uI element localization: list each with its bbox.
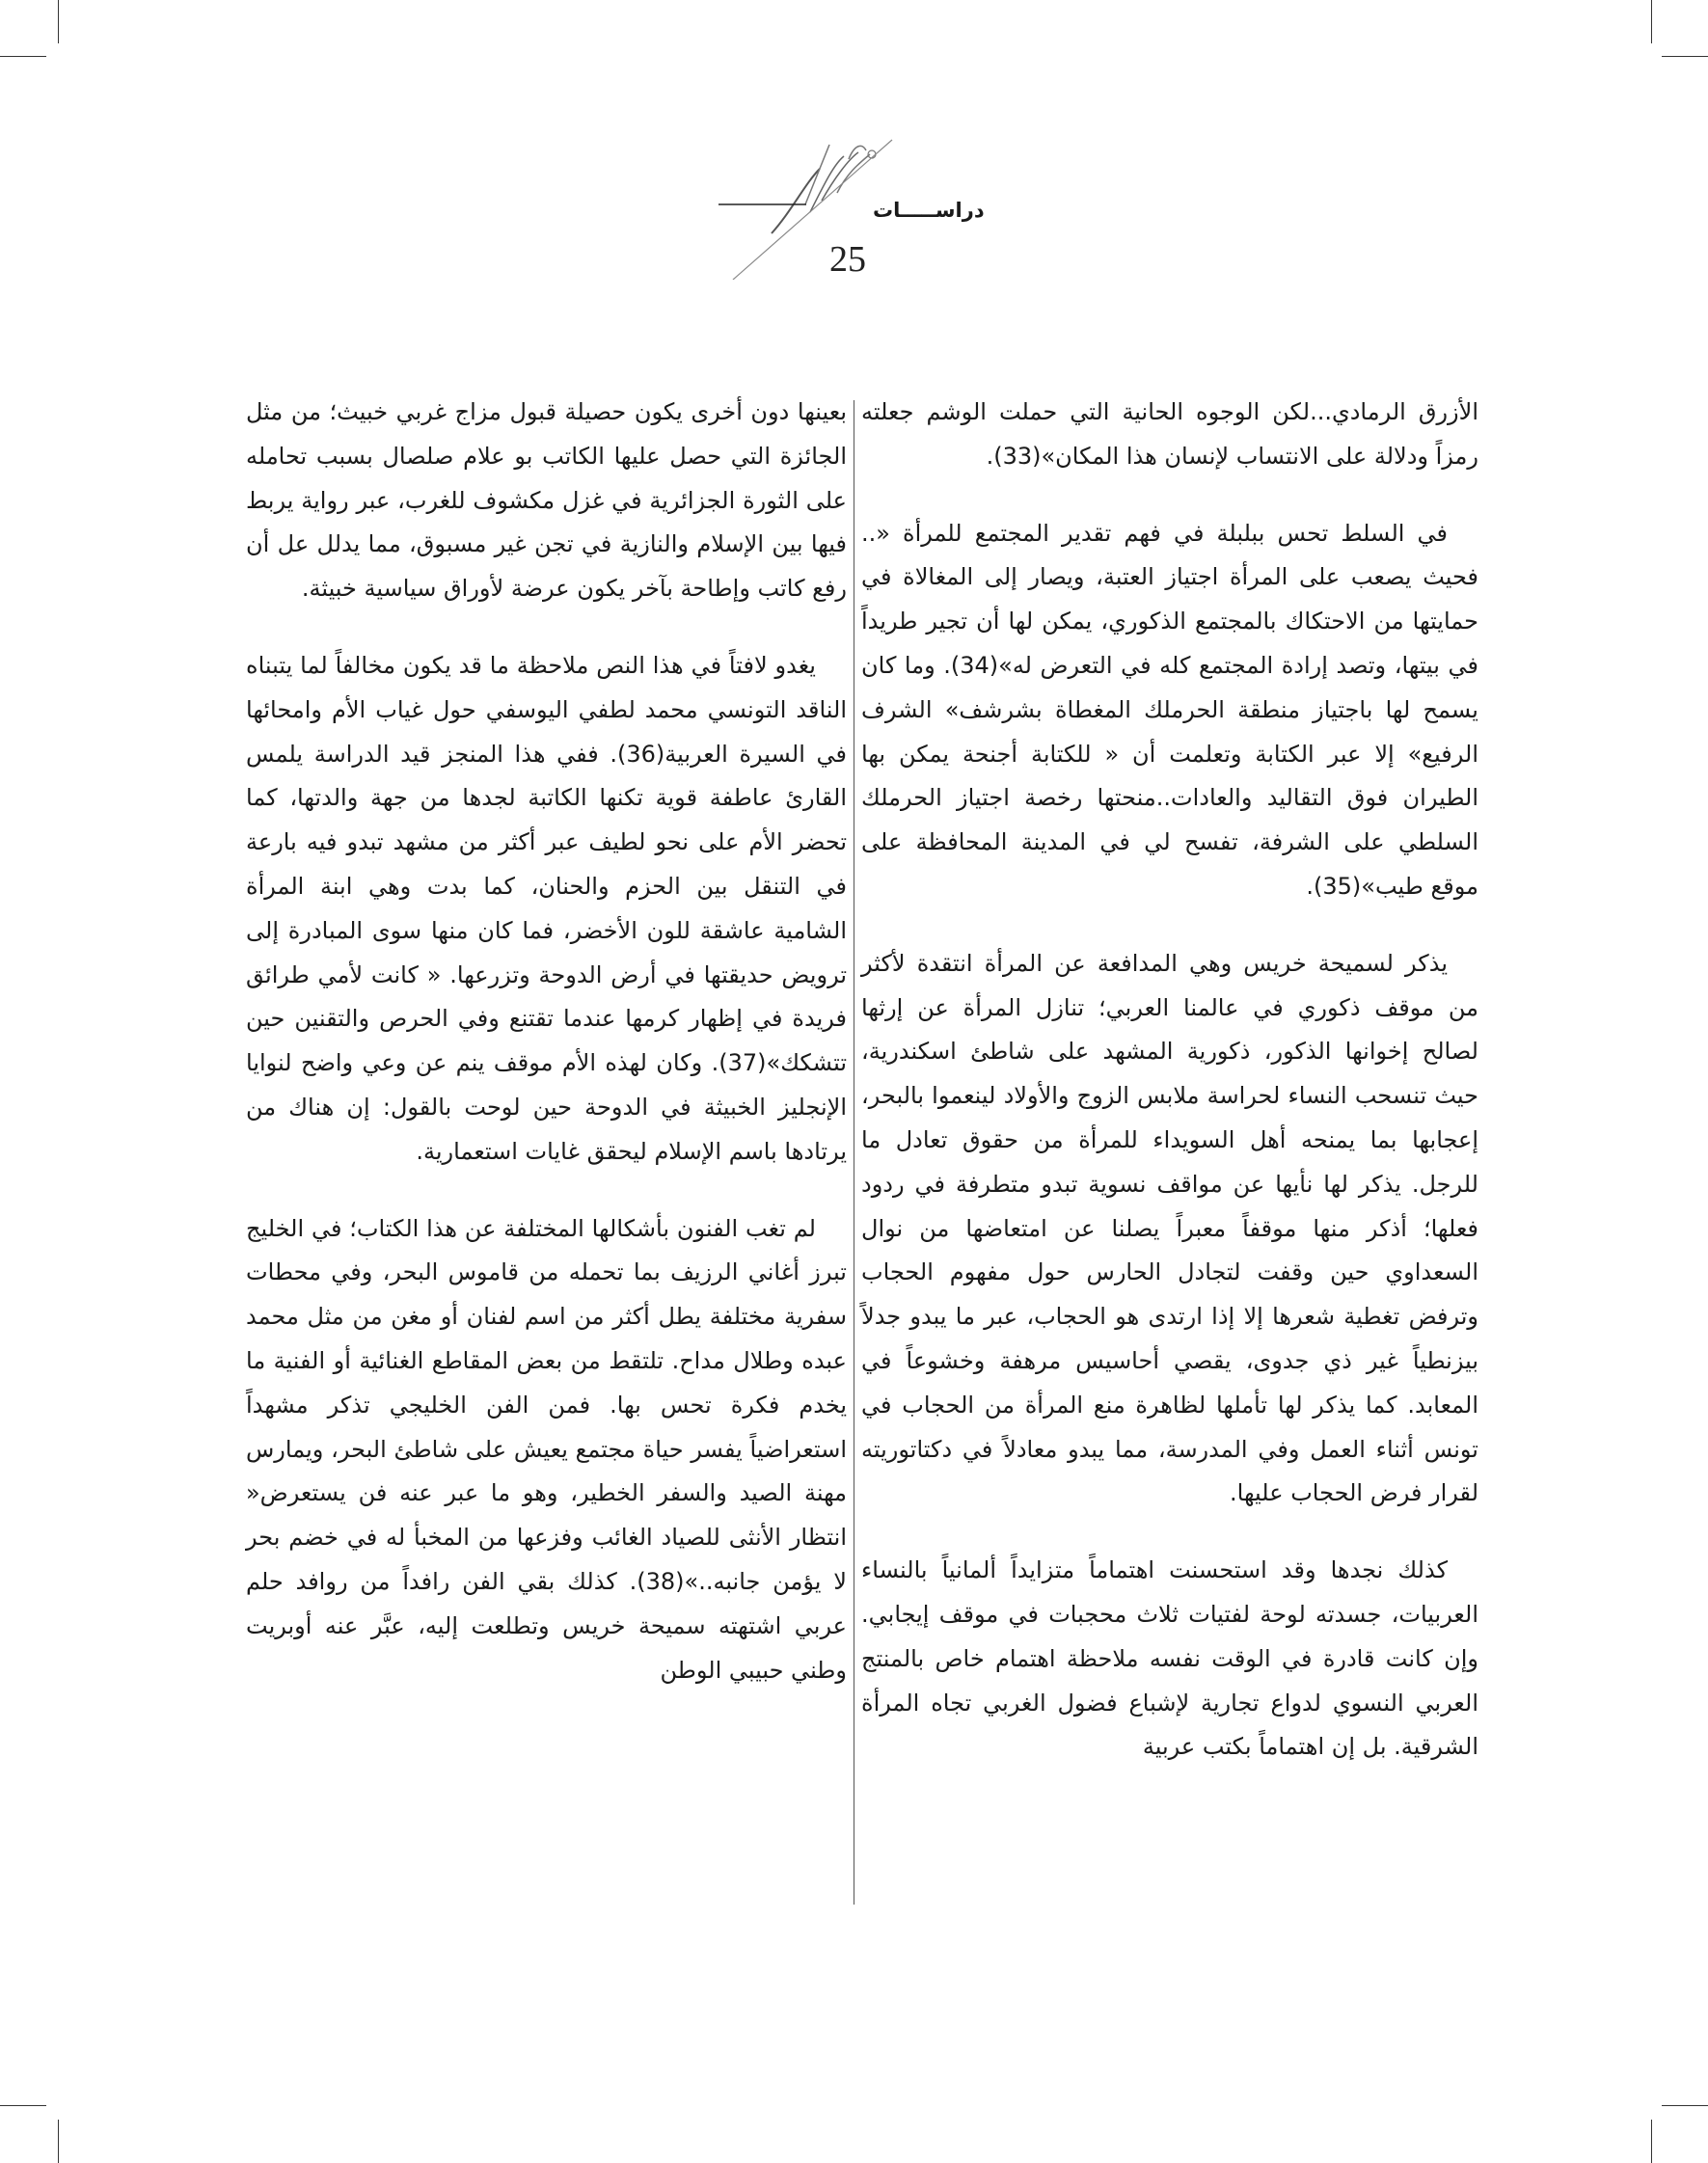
paragraph: يذكر لسميحة خريس وهي المدافعة عن المرأة انتقدة لأكثر من موقف ذكوري في عالمنا العربي؛ تنازل المرأة عن إرثها لصالح إخوانها الذكور، ذكورية المشهد على شاطئ اسكندرية، حيث تنسحب النساء لحراسة ملابس الزوج والأولاد لينعموا بالبحر، إعجابها بما يمنحه أهل السويداء للمرأة من حقوق تعادل ما للرجل. يذكر لها نأيها عن مواقف نسوية تبدو متطرفة في ردود فعلها؛ أذكر منها موقفاً معبراً يصلنا عن امتعاضها من نوال السعداوي حين وقفت لتجادل الحارس حول مفهوم الحجاب وترفض تغطية شعرها إلا إذا ارتدى هو الحجاب، عبر ما يبدو جدلاً بيزنطياً غير ذي جدوى، يقصي أحاسيس مرهفة وخشوعاً في المعابد. كما يذكر لها تأملها لظاهرة منع المرأة من الحجاب في تونس أثناء العمل وفي المدرسة، مما يبدو معادلاً في دكتاتوريته لقرار فرض الحجاب عليها. — [861, 949, 1478, 1507]
crop-mark — [0, 56, 46, 57]
paragraph: يغدو لافتاً في هذا النص ملاحظة ما قد يكون مخالفاً لما يتبناه الناقد التونسي محمد لطفي اليوسفي حول غياب الأم وامحائها في السيرة العربية(36). ففي هذا المنجز قيد الدراسة يلمس القارئ عاطفة قوية تكنها الكاتبة لجدها من جهة والدتها، كما تحضر الأم على نحو لطيف عبر أكثر من مشهد تبدو فيه بارعة في التنقل بين الحزم والحنان، كما بدت وهي ابنة المرأة الشامية عاشقة للون الأخضر، فما كان منها سوى المبادرة إلى ترويض حديقتها في أرض الدوحة وتزرعها. « كانت لأمي طرائق فريدة في إظهار كرمها عندما تقتنع وفي الحرص والتقنين حين تتشكك»(37). وكان لهذه الأم موقف ينم عن وعي واضح لنوايا الإنجليز الخبيثة في الدوحة حين لوحت بالقول: إن هناك من يرتادها باسم الإسلام ليحقق غايات استعمارية. — [246, 651, 847, 1165]
paragraph: كذلك نجدها وقد استحسنت اهتماماً متزايداً ألمانياً بالنساء العربيات، جسدته لوحة لفتيات ثلاث محجبات في موقف إيجابي. وإن كانت قادرة في الوقت نفسه ملاحظة اهتمام خاص بالمنتج العربي النسوي لدواع تجارية لإشباع فضول الغربي تجاه المرأة الشرقية. بل إن اهتماماً بكتب عربية — [861, 1556, 1478, 1761]
paragraph: في السلط تحس ببلبلة في فهم تقدير المجتمع للمرأة «.. فحيث يصعب على المرأة اجتياز العتبة، ويصار إلى المغالاة في حمايتها من الاحتكاك بالمجتمع الذكوري، يمكن لها أن تجير طريداً في بيتها، وتصد إرادة المجتمع كله في التعرض له»(34). وما كان يسمح لها باجتياز منطقة الحرملك المغطاة بشرشف» الشرف الرفيع» إلا عبر الكتابة وتعلمت أن « للكتابة أجنحة يمكن بها الطيران فوق التقاليد والعادات..منحتها رخصة اجتياز الحرملك السلطي على الشرفة، تفسح لي في المدينة المحافظة على موقع طيب»(35). — [861, 519, 1479, 900]
crop-mark — [1662, 2105, 1708, 2106]
crop-mark — [1662, 56, 1708, 57]
page-header — [675, 125, 1042, 299]
crop-mark — [58, 0, 59, 43]
page-number: 25 — [829, 239, 866, 280]
crop-mark — [1651, 0, 1652, 43]
section-title: دراســـــات — [873, 199, 985, 222]
right-column — [861, 391, 1478, 1802]
paragraph: لم تغب الفنون بأشكالها المختلفة عن هذا الكتاب؛ في الخليج تبرز أغاني الرزيف بما تحمله من قاموس البحر، وفي محطات سفرية مختلفة يطل أكثر من اسم لفنان أو مغن من مثل محمد عبده وطلال مداح. تلتقط من بعض المقاطع الغنائية أو الفنية ما يخدم فكرة تحس بها. فمن الفن الخليجي تذكر مشهداً استعراضياً يفسر حياة مجتمع يعيش على شاطئ البحر، ويمارس مهنة الصيد والسفر الخطير، وهو ما عبر عنه فن يستعرض« انتظار الأنثى للصياد الغائب وفزعها من المخبأ له في خضم بحر لا يؤمن جانبه..»(38). كذلك بقي الفن رافداً من روافد حلم عربي اشتهته سميحة خريس وتطلعت إليه، عبَّر عنه أوبريت وطني حبيبي الوطن — [246, 1214, 847, 1684]
crop-mark — [0, 2105, 46, 2106]
crop-mark — [58, 2120, 59, 2163]
paragraph: الأزرق الرمادي...لكن الوجوه الحانية التي حملت الوشم جعلته رمزاً ودلالة على الانتساب لإنسان هذا المكان»(33). — [861, 398, 1478, 470]
left-column — [246, 391, 847, 1725]
paragraph: بعينها دون أخرى يكون حصيلة قبول مزاج غربي خبيث؛ من مثل الجائزة التي حصل عليها الكاتب بو علام صلصال بسبب تحامله على الثورة الجزائرية في غزل مكشوف للغرب، عبر رواية يربط فيها بين الإسلام والنازية في تجن غير مسبوق، مما يدلل عل أن رفع كاتب وإطاحة بآخر يكون عرضة لأوراق سياسية خبيثة. — [246, 398, 847, 603]
crop-mark — [1651, 2120, 1652, 2163]
